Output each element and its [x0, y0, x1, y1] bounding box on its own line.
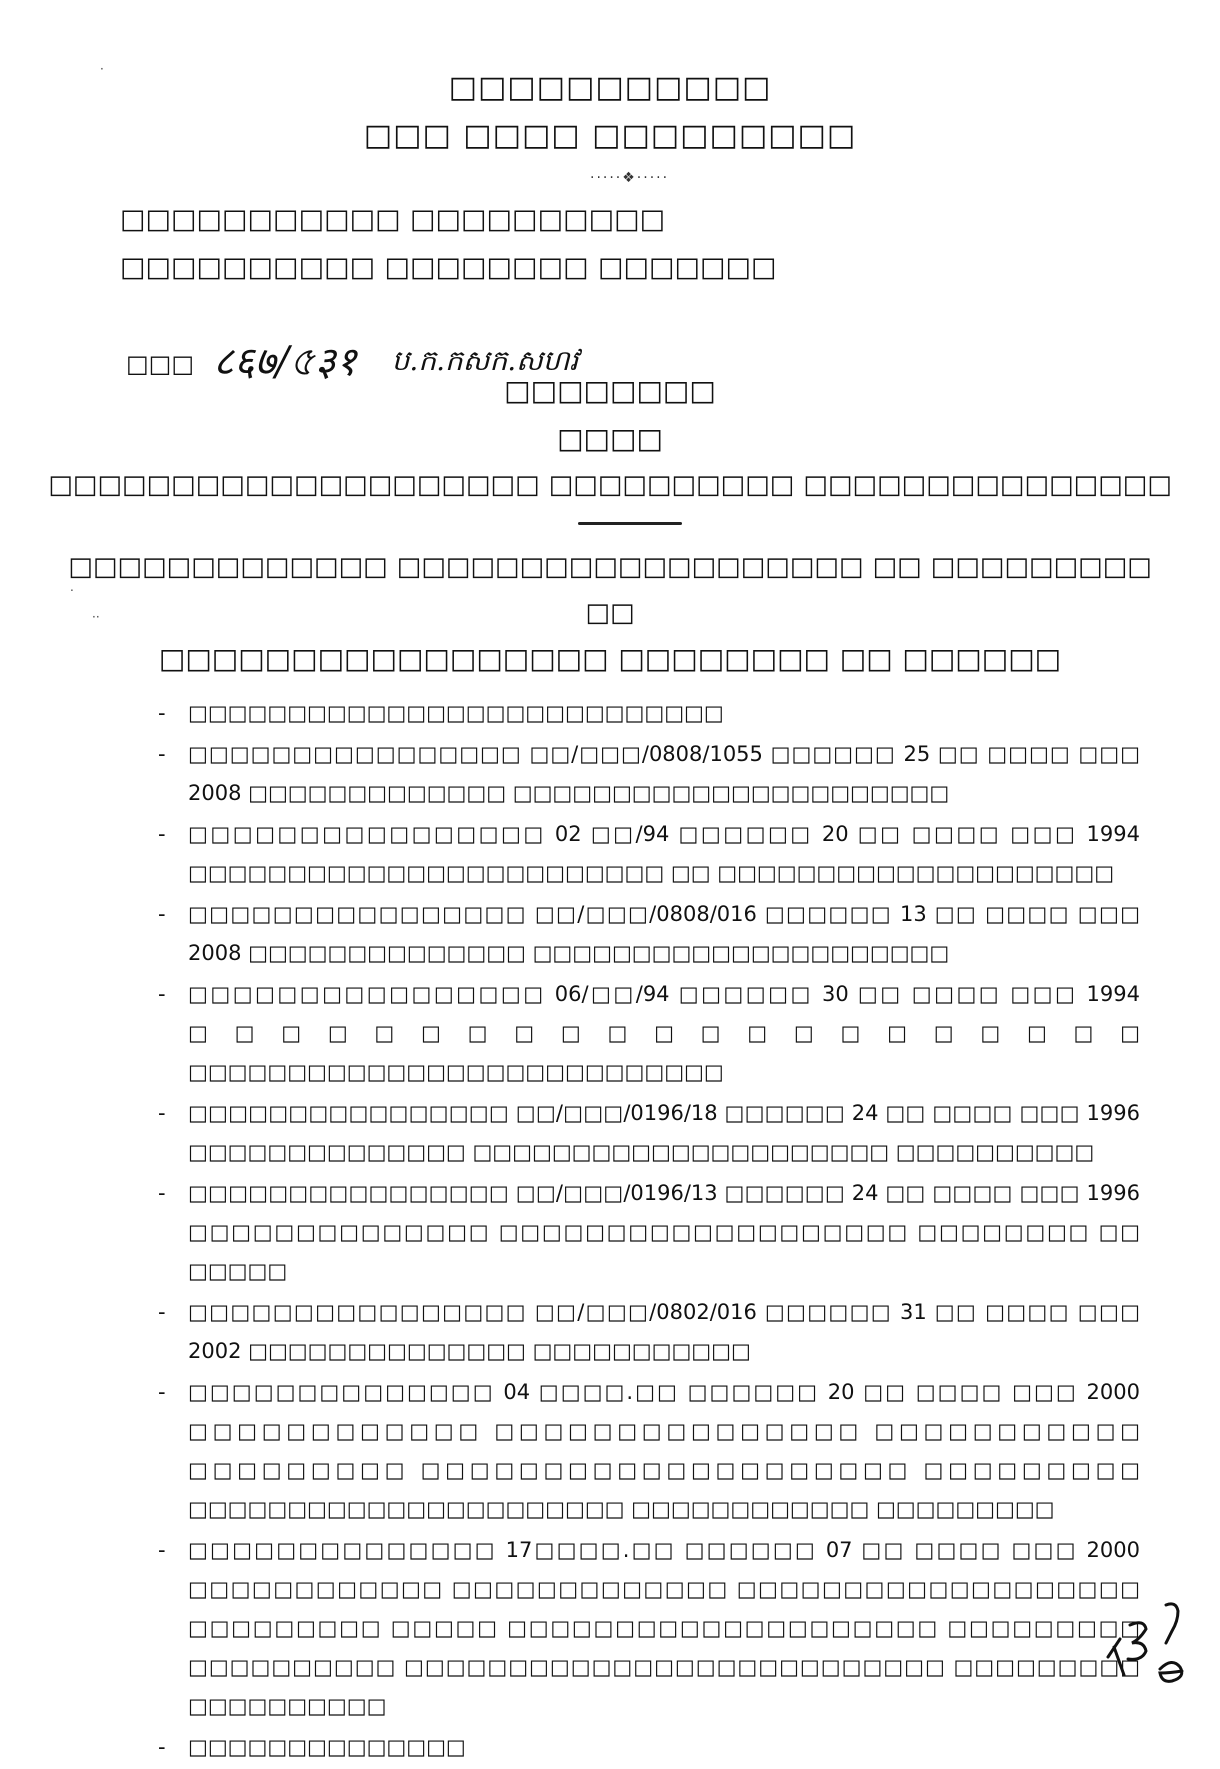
list-item: - □□□□□□□□□□□□□□□□ □□/□□□/0196/13 □□□□□□ 24 □□ □□□□ □□□ 1996 □□□□□□□□□□□□□□ □□□□□□□□□□□□□□□□□□□ □□□□□□□□ □□ □□□□□	[158, 1181, 1140, 1283]
document-number-label: □□□	[126, 349, 195, 378]
list-item: - □□□□□□□□□□□□□□□□ □□/□□□/0802/016 □□□□□□ 31 □□ □□□□ □□□ 2002 □□□□□□□□□□□□□□ □□□□□□□□□□□	[158, 1300, 1140, 1363]
list-item: - □□□□□□□□□□□□□□ 04 □□□□.□□ □□□□□□ 20 □□ □□□□ □□□ 2000 □□□□□□□□□□□□ □□□□□□□□□□□□□□□ □□□□□□□□□□□ □□□□□□□□□ □□□□□□□□□□□□□□□□□□□□ □□□□□□□□□ □□□□□□□□□□□□□□□□□□□□□□ □□□□□□□□□□□□ □□□□□□□□□	[158, 1380, 1140, 1521]
issuing-ministry-economy: □□□□□□□□□□□ □□□□□□□□□□	[120, 204, 666, 235]
document-number-handwritten: ८६७/৫३१	[213, 339, 357, 385]
handwritten-initials-icon	[1100, 1585, 1195, 1695]
document-subject: □□□□□□□□□□□□□□□□□□□□ □□□□□□□□□□ □□□□□□□□□□□□□□□	[48, 470, 1172, 500]
signatory-and: □□	[585, 598, 635, 628]
ornament-separator: ·····❖·····	[590, 170, 670, 186]
national-motto: □□□ □□□□ □□□□□□□□□	[363, 118, 857, 153]
list-item: - □□□□□□□□□□□□□□□□ 02 □□/94 □□□□□□ 20 □□ □□□□ □□□ 1994 □□□□□□□□□□□□□□□□□□□□□□□□ □□ □□□□□□□□□□□□□□□□□□□□	[158, 822, 1140, 885]
document-type-title: □□□□□□□□	[504, 374, 716, 407]
document-reference-handwritten: ប.ក.កសក.សហវ	[391, 344, 579, 377]
signatory-line-1: □□□□□□□□□□□□□ □□□□□□□□□□□□□□□□□□□ □□ □□□□□□□□□	[68, 552, 1152, 582]
title-divider	[578, 522, 682, 525]
list-item: - □□□□□□□□□□□□□□□□ □□/□□□/0196/18 □□□□□□ 24 □□ □□□□ □□□ 1996 □□□□□□□□□□□□□□ □□□□□□□□□□□□□□□□□□□□□ □□□□□□□□□□	[158, 1101, 1140, 1164]
issuing-ministry-agriculture: □□□□□□□□□□ □□□□□□□□ □□□□□□□	[120, 252, 777, 283]
scan-speck: .	[70, 580, 74, 594]
list-item: - □□□□□□□□□□□□□□□□ □□/□□□/0808/1055 □□□□□□ 25 □□ □□□□ □□□ 2008 □□□□□□□□□□□□□ □□□□□□□□□□□□□□□□□□□□□□	[158, 742, 1140, 805]
list-item: - □□□□□□□□□□□□□□□□ 06/□□/94 □□□□□□ 30 □□ □□□□ □□□ 1994 □□□□□□□□□□□□□□□□□□□□□ □□□□□□□□□□□□□□□□□□□□□□□□□□□	[158, 982, 1140, 1084]
document-about: □□□□	[557, 422, 663, 455]
scan-speck: ·	[100, 62, 104, 76]
kingdom-heading: □□□□□□□□□□□	[448, 70, 772, 105]
list-item: - □□□□□□□□□□□□□□□□ □□/□□□/0808/016 □□□□□□ 13 □□ □□□□ □□□ 2008 □□□□□□□□□□□□□□ □□□□□□□□□□□□□□□□□□□□□	[158, 902, 1140, 965]
scan-speck: ··	[92, 610, 100, 624]
list-item: - □□□□□□□□□□□□□□ 17□□□□.□□ □□□□□□ 07 □□ □□□□ □□□ 2000 □□□□□□□□□□□□ □□□□□□□□□□□□□ □□□□□□□□□□□□□□□□□□□ □□□□□□□□□ □□□□□ □□□□□□□□□□□□□□□□□□□□ □□□□□□□□□ □□□□□□□□□□ □□□□□□□□□□□□□□□□□□□□□□□□□□ □□□□□□□□□ □□□□□□□□□□	[158, 1538, 1140, 1718]
list-item: - □□□□□□□□□□□□□□	[158, 1735, 466, 1759]
legal-basis-list	[158, 694, 1140, 1769]
signatory-line-2: □□□□□□□□□□□□□□□□□ □□□□□□□□ □□ □□□□□□	[158, 642, 1062, 675]
list-item: - □□□□□□□□□□□□□□□□□□□□□□□□□□□	[158, 701, 724, 725]
